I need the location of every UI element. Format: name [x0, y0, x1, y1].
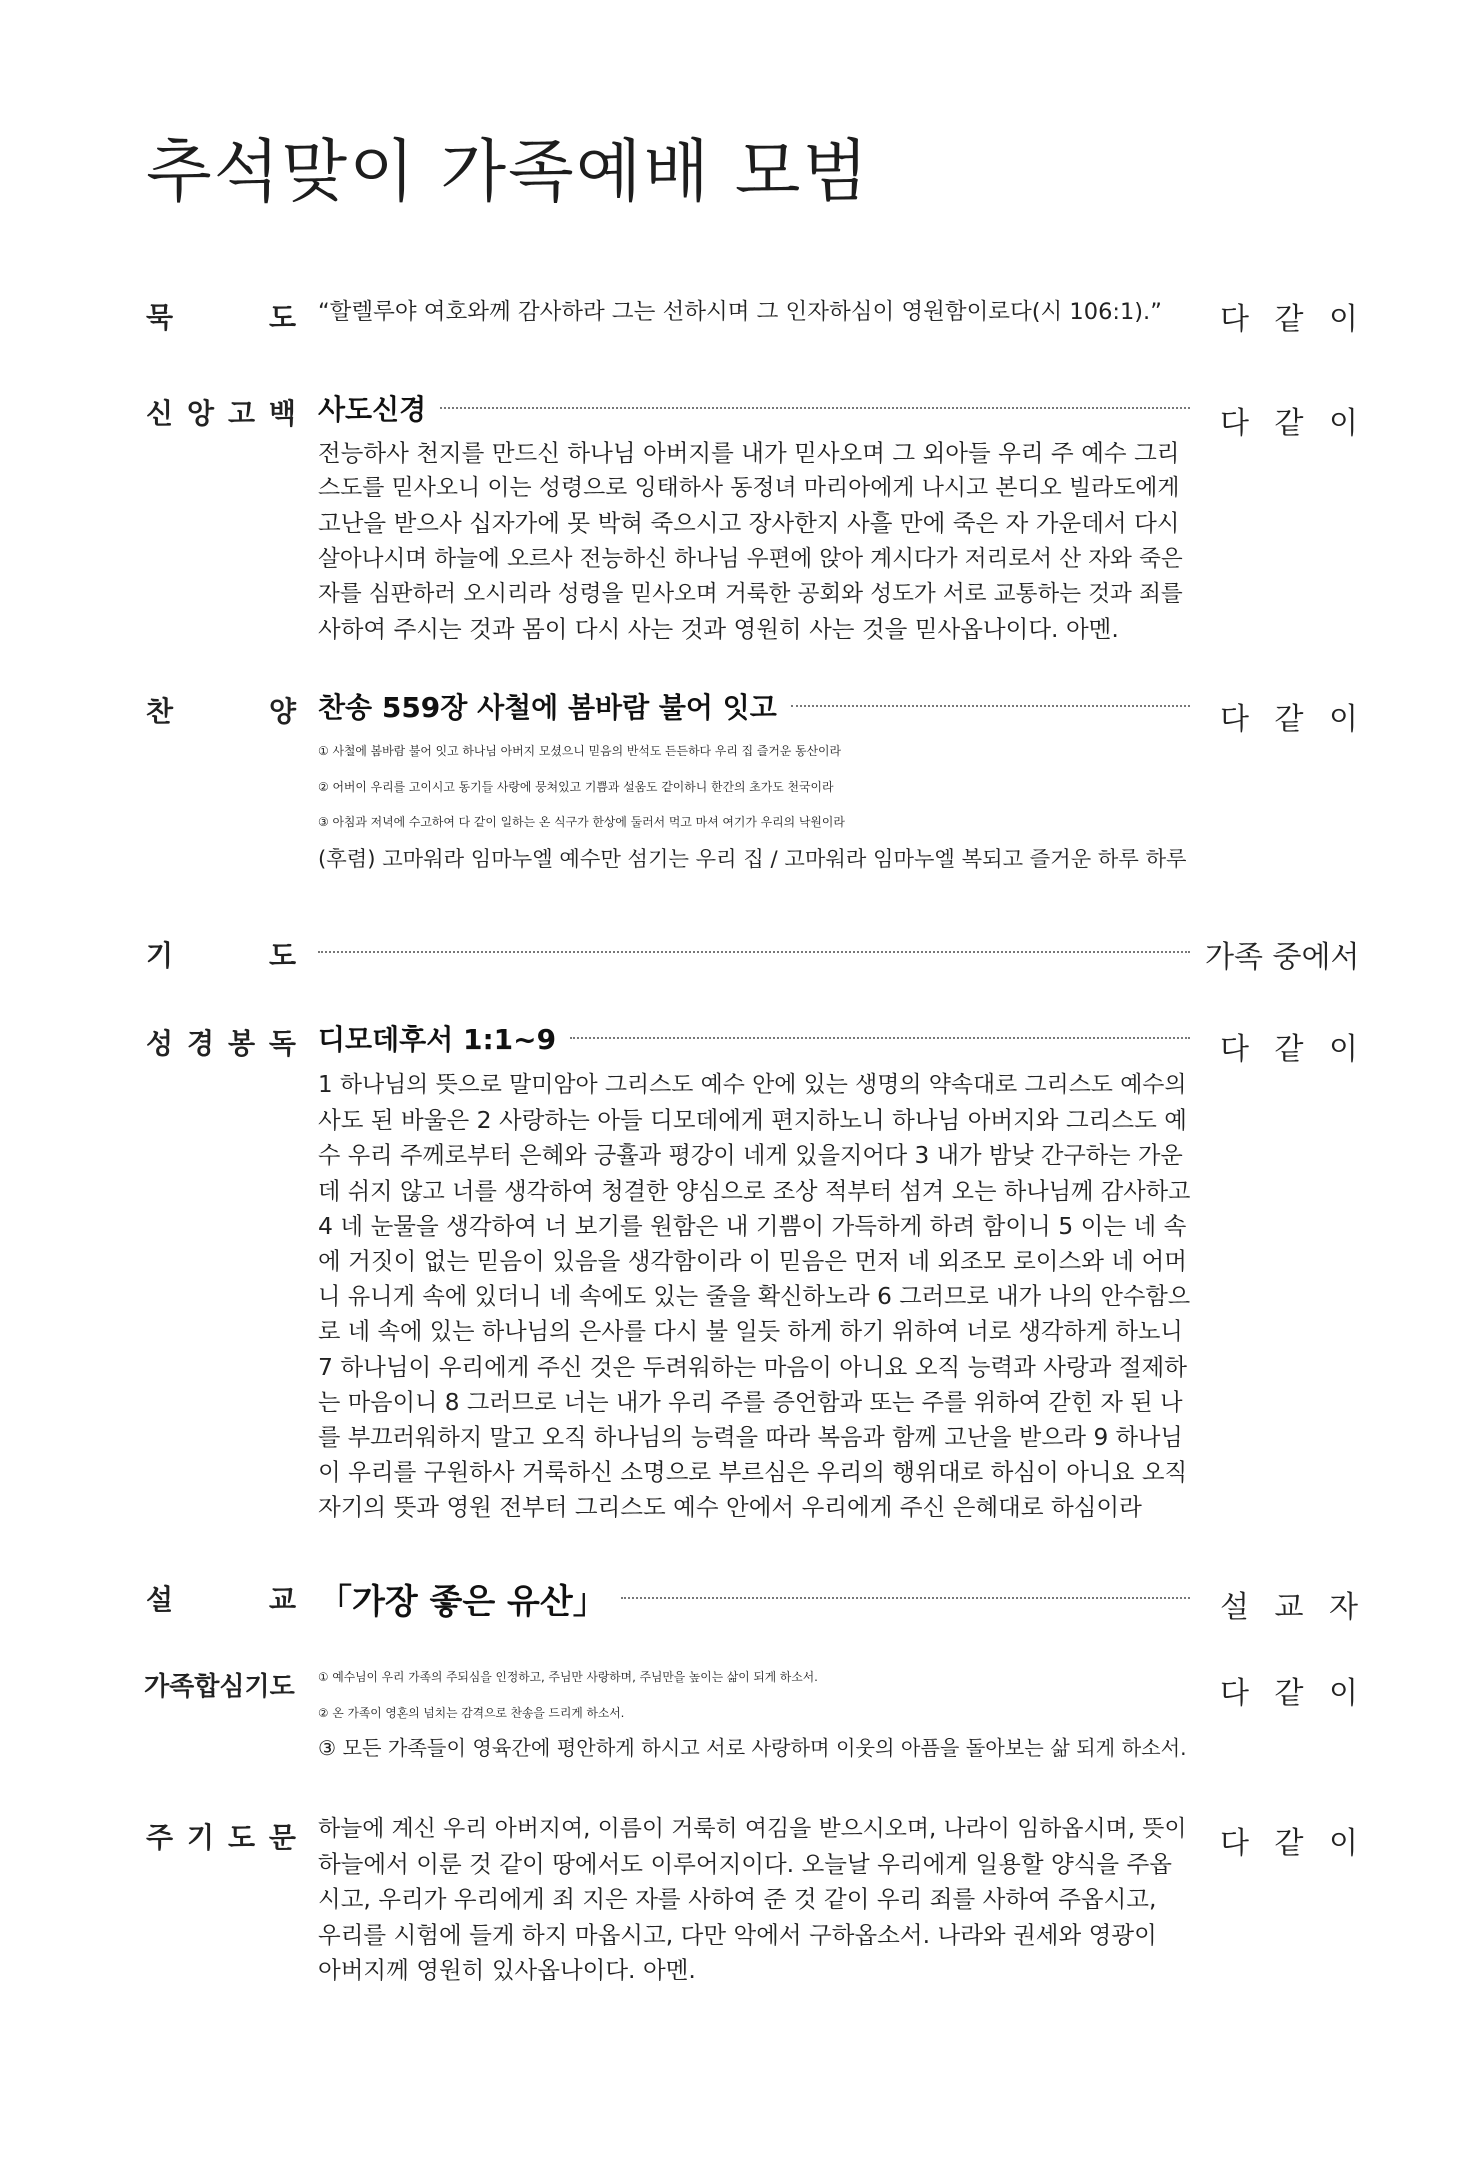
text-line: 고난을 받으사 십자가에 못 박혀 죽으시고 장사한지 사흘 만에 죽은 자 가운데서 다시 [318, 509, 1180, 538]
text-glyph: 다 [1220, 1676, 1249, 1711]
text-glyph: 이 [1329, 1032, 1358, 1067]
text-glyph: 다 [1220, 406, 1249, 441]
leader-dots [570, 1037, 1190, 1039]
hymn-lyrics [318, 734, 1187, 876]
text-line: 를 부끄러워하지 말고 오직 하나님의 능력을 따라 복음과 함께 고난을 받으라 9 하나님 [318, 1424, 1183, 1452]
text-glyph: 신 [146, 397, 174, 430]
text-glyph: 백 [268, 397, 296, 430]
text-line: 사하여 주시는 것과 몸이 다시 사는 것과 영원히 사는 것을 믿사옵나이다. 아멘. [318, 615, 1119, 644]
text-line: 아버지께 영원히 있사옵나이다. 아멘. [318, 1955, 696, 1984]
text-line: 전능하사 천지를 만드신 하나님 아버지를 내가 믿사오며 그 외아들 우리 주 예수 그리 [318, 439, 1180, 467]
text-glyph: 고 [227, 397, 255, 430]
text-glyph: 이 [1329, 1826, 1358, 1861]
text-glyph: 교 [268, 1583, 296, 1616]
text-glyph: 경 [186, 1027, 215, 1060]
label-hymn [146, 690, 296, 730]
text-line: 는 마음이니 8 그러므로 너는 내가 우리 주를 증언함과 또는 주를 위하여 갇힌 자 된 나 [318, 1388, 1183, 1416]
sermon-heading [318, 1576, 1190, 1620]
text-line: 스도를 믿사오니 이는 성령으로 잉태하사 동정녀 마리아에게 나시고 본디오 빌라도에게 [318, 475, 1180, 502]
label-prayer [146, 934, 296, 974]
text-line: (후렴) 고마워라 임마누엘 예수만 섬기는 우리 집 / 고마워라 임마누엘 복되고 즐거운 하루 하루 [318, 845, 1187, 871]
mokdo-verse: “할렐루야 여호와께 감사하라 그는 선하시며 그 인자하심이 영원함이로다(시 106:1).” [318, 299, 1162, 325]
hymn-heading [318, 688, 1190, 724]
text-line: 자기의 뜻과 영원 전부터 그리스도 예수 안에서 우리에게 주신 은혜대로 하심이라 [318, 1493, 1142, 1522]
text-line: 하늘에 계신 우리 아버지여, 이름이 거룩히 여김을 받으시오며, 나라이 임하옵시며, 뜻이 [318, 1816, 1187, 1842]
lords-prayer-text [318, 1812, 1190, 1988]
text-glyph: 교 [1274, 1590, 1304, 1625]
label-creed [146, 392, 296, 432]
text-line: ② 어버이 우리를 고이시고 동기들 사랑에 뭉쳐있고 기쁨과 설움도 같이하니 한간의 초가도 천국이라 [318, 779, 834, 794]
label-reading [146, 1022, 296, 1062]
family-prayer-list [318, 1660, 1186, 1767]
page-title: 추석맞이 가족예배 모범 [146, 133, 871, 212]
text-glyph: 기 [146, 939, 174, 972]
text-line: 사도 된 바울은 2 사랑하는 아들 디모데에게 편지하노니 하나님 아버지와 그리스도 예 [318, 1106, 1187, 1135]
text-line: 시고, 우리가 우리에게 죄 지은 자를 사하여 준 것 같이 우리 죄를 사하여 주옵시고, [318, 1885, 1157, 1914]
text-glyph: 묵 [146, 301, 174, 334]
text-glyph: 다 [1220, 302, 1249, 337]
text-glyph: 도 [268, 939, 296, 972]
leader-dots [621, 1597, 1190, 1599]
text-line: ① 예수님이 우리 가족의 주되심을 인정하고, 주님만 사랑하며, 주님만을 높이는 삶이 되게 하소서. [318, 1670, 818, 1684]
leader-dots [440, 407, 1190, 409]
text-line: ③ 모든 가족들이 영육간에 평안하게 하시고 서로 사랑하며 이웃의 아픔을 돌아보는 삶 되게 하소서. [318, 1736, 1187, 1761]
text-glyph: 기 [186, 1821, 215, 1854]
text-glyph: 찬송 559장 사철에 봄바람 불어 잇고 [318, 691, 777, 724]
text-glyph: 자 [1329, 1590, 1358, 1625]
text-glyph: 이 [1329, 302, 1358, 337]
text-line: 데 쉬지 않고 너를 생각하여 청결한 양심으로 조상 적부터 섬겨 오는 하나님께 감사하고 [318, 1177, 1190, 1205]
text-line: 우리를 시험에 들게 하지 마옵시고, 다만 악에서 구하옵소서. 나라와 권세와 영광이 [318, 1920, 1157, 1949]
who-sermon [1220, 1582, 1358, 1626]
text-glyph: 같 [1274, 406, 1304, 441]
text-line: 니 유니게 속에 있더니 네 속에도 있는 줄을 확신하노라 6 그러므로 내가 나의 안수함으 [318, 1283, 1190, 1311]
text-line: 수 우리 주께로부터 은혜와 긍휼과 평강이 네게 있을지어다 3 내가 밤낮 간구하는 가운 [318, 1142, 1183, 1170]
text-glyph: 다 [1220, 702, 1249, 737]
text-glyph: 같 [1274, 302, 1304, 337]
who-reading [1220, 1024, 1358, 1068]
reading-heading [318, 1020, 1190, 1056]
who-creed [1220, 398, 1358, 442]
text-glyph: 찬 [146, 695, 174, 728]
text-glyph: 다 [1220, 1032, 1249, 1067]
text-glyph: 디모데후서 1:1~9 [318, 1023, 557, 1056]
creed-text [318, 436, 1190, 647]
text-glyph: 양 [268, 695, 296, 728]
text-line: 이 우리를 구원하사 거룩하신 소명으로 부르심은 우리의 행위대로 하심이 아니요 오직 [318, 1458, 1188, 1487]
text-glyph: 앙 [186, 397, 215, 430]
text-glyph: 도 [227, 1821, 255, 1854]
who-mokdo [1220, 294, 1358, 338]
leader-dots [318, 951, 1190, 953]
leader-dots [791, 705, 1190, 707]
label-sermon [146, 1578, 296, 1618]
text-glyph: 같 [1274, 1826, 1304, 1861]
text-line: ③ 아침과 저녁에 수고하여 다 같이 일하는 온 식구가 한상에 둘러서 먹고 마셔 여기가 우리의 낙원이라 [318, 815, 845, 830]
text-glyph: 가족합심기도 [144, 1672, 295, 1702]
text-line: 7 하나님이 우리에게 주신 것은 두려워하는 마음이 아니요 오직 능력과 사랑과 절제하 [318, 1352, 1187, 1381]
text-glyph: 문 [268, 1821, 296, 1854]
who-prayer [1205, 932, 1365, 976]
label-family-prayer [144, 1666, 309, 1703]
text-glyph: 이 [1329, 702, 1358, 737]
text-glyph: 이 [1329, 1676, 1358, 1711]
text-line: 살아나시며 하늘에 오르사 전능하신 하나님 우편에 앉아 계시다가 저리로서 산 자와 죽은 [318, 545, 1183, 572]
text-glyph: 같 [1274, 1676, 1304, 1711]
reading-text [318, 1068, 1190, 1526]
text-glyph: 독 [268, 1027, 296, 1060]
text-glyph: 설 [146, 1583, 174, 1616]
prayer-leader [318, 934, 1190, 970]
text-glyph: 사도신경 [318, 393, 427, 426]
text-glyph: 도 [268, 301, 296, 334]
text-line: 에 거짓이 없는 믿음이 있음을 생각함이라 이 믿음은 먼저 네 외조모 로이스와 네 어머 [318, 1247, 1187, 1276]
text-glyph: 설 [1220, 1590, 1249, 1625]
text-glyph: 「가장 좋은 유산」 [318, 1581, 607, 1622]
text-line: 하늘에서 이룬 것 같이 땅에서도 이루어지이다. 오늘날 우리에게 일용할 양식을 주옵 [318, 1850, 1173, 1879]
text-glyph: 가족 중에서 [1205, 940, 1360, 975]
text-line: 자를 심판하러 오시리라 성령을 믿사오며 거룩한 공회와 성도가 서로 교통하는 것과 죄를 [318, 580, 1183, 607]
text-line: ② 온 가족이 영혼의 넘치는 감격으로 찬송을 드리게 하소서. [318, 1705, 625, 1720]
text-line: 4 네 눈물을 생각하여 너 보기를 원함은 내 기쁨이 가득하게 하려 함이니 5 이는 네 속 [318, 1211, 1187, 1240]
who-lords-prayer [1220, 1818, 1358, 1862]
who-family-prayer [1220, 1668, 1358, 1712]
text-glyph: 주 [146, 1821, 174, 1854]
text-glyph: 이 [1329, 406, 1358, 441]
creed-heading [318, 390, 1190, 426]
text-line: 로 네 속에 있는 하나님의 은사를 다시 불 일듯 하게 하기 위하여 너로 생각하게 하노니 [318, 1318, 1183, 1346]
text-glyph: 다 [1220, 1826, 1249, 1861]
text-glyph: 같 [1274, 1032, 1304, 1067]
label-mokdo [146, 296, 296, 336]
text-glyph: 봉 [227, 1027, 255, 1060]
text-glyph: 성 [146, 1027, 174, 1060]
text-glyph: 같 [1274, 702, 1304, 737]
label-lords-prayer [146, 1816, 296, 1856]
text-line: ① 사철에 봄바람 불어 잇고 하나님 아버지 모셨으니 믿음의 반석도 든든하다 우리 집 즐거운 동산이라 [318, 744, 842, 758]
who-hymn [1220, 694, 1358, 738]
text-line: 1 하나님의 뜻으로 말미암아 그리스도 예수 안에 있는 생명의 약속대로 그리스도 예수의 [318, 1072, 1187, 1098]
